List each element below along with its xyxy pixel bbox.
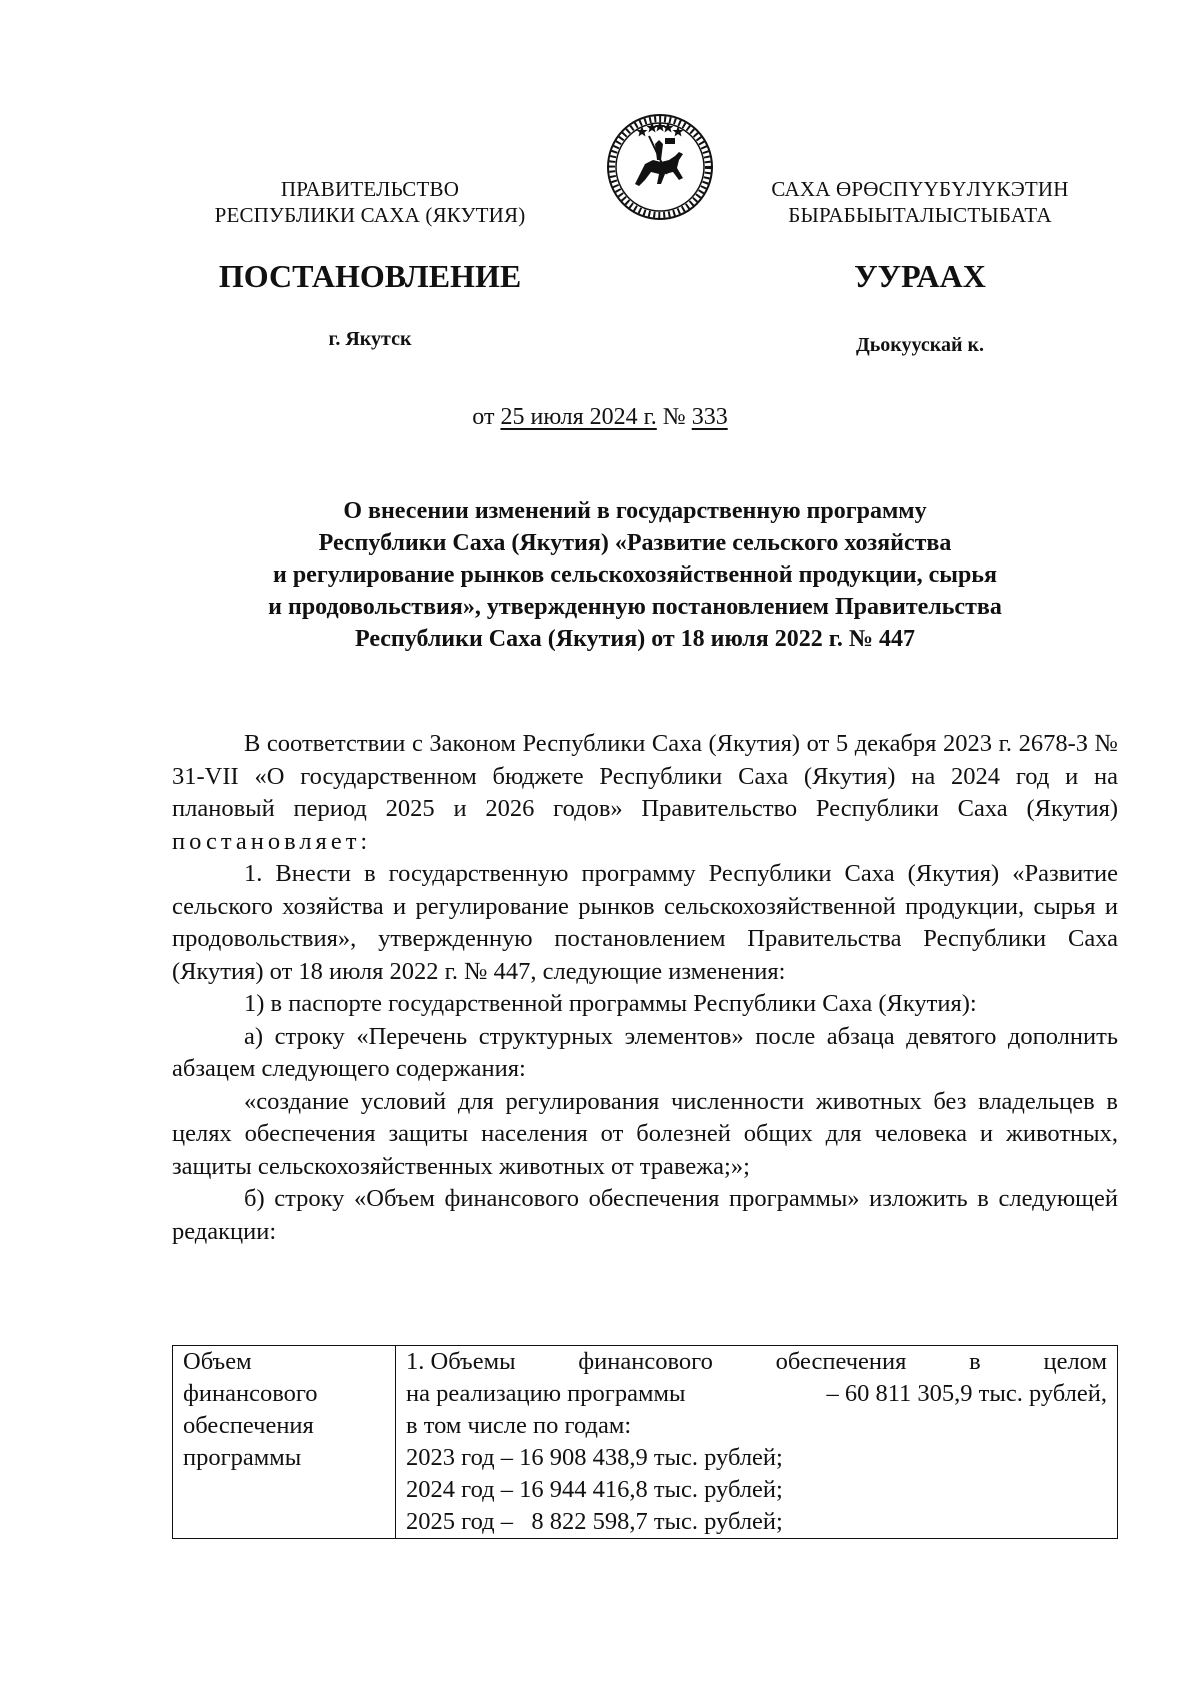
label-line: обеспечения: [183, 1412, 314, 1439]
value-word: целом: [1043, 1348, 1107, 1375]
header-left-line1: ПРАВИТЕЛЬСТВО: [280, 177, 460, 201]
number-sign: №: [662, 404, 686, 430]
document-number: 333: [691, 404, 728, 430]
value-text: на реализацию программы: [406, 1380, 686, 1407]
year-amount: 2025 год – 8 822 598,7 тыс. рублей;: [406, 1508, 783, 1535]
year-amount: 2024 год – 16 944 416,8 тыс. рублей;: [406, 1476, 783, 1503]
resolves-word: постановляет:: [172, 827, 372, 855]
body-paragraph: б) строку «Объем финансового обеспечения программы» изложить в следующей редакции:: [172, 1185, 1118, 1245]
value-word: 1. Объемы: [406, 1348, 516, 1375]
city-right: Дьокуускай к.: [855, 334, 985, 356]
total-amount: – 60 811 305,9 тыс. рублей,: [826, 1380, 1107, 1407]
document-title: [170, 495, 1100, 655]
label-line: Объем: [183, 1348, 252, 1375]
doc-type-right: УУРААХ: [854, 258, 986, 294]
value-word: финансового: [578, 1348, 713, 1375]
header-right: [730, 176, 1110, 228]
year-amount: 2023 год – 16 908 438,9 тыс. рублей;: [406, 1444, 783, 1471]
title-line: и продовольствия», утвержденную постановлением Правительства: [268, 594, 1002, 620]
document-body: [172, 728, 1118, 1248]
table-label-cell: [173, 1346, 396, 1539]
body-paragraph: 1) в паспорте государственной программы Республики Саха (Якутия):: [244, 990, 977, 1017]
date-prefix: от: [472, 404, 495, 430]
value-line: [406, 1346, 1107, 1378]
title-line: О внесении изменений в государственную программу: [343, 498, 927, 524]
table-value-cell: [396, 1346, 1118, 1539]
title-line: и регулирование рынков сельскохозяйственной продукции, сырья: [273, 562, 997, 588]
value-line: в том числе по годам:: [406, 1412, 632, 1439]
document-date: 25 июля 2024 г.: [500, 404, 657, 430]
header-left: [170, 176, 570, 228]
header-right-line1: САХА ӨРӨСПҮҮБҮЛҮКЭТИН: [771, 177, 1069, 201]
body-paragraph: а) строку «Перечень структурных элементов» после абзаца девятого дополнить абзацем следующего содержания:: [172, 1022, 1118, 1082]
header-left-line2: РЕСПУБЛИКИ САХА (ЯКУТИЯ): [214, 203, 526, 227]
body-paragraph: 1. Внести в государственную программу Республики Саха (Якутия) «Развитие сельского хозяйства и регулирование рынков сельскохозяйственной продукции, сырья и продовольствия», утвержденную постановлением Правительства Республики Саха (Якутия) от 18 июля 2022 г. № 447, следующие изменения:: [172, 860, 1118, 985]
paragraph-text: В соответствии с Законом Республики Саха (Якутия) от 5 декабря 2023 г. 2678-З № 31-VII «О государственном бюджете Республики Саха (Якутия) на 2024 год и на плановый период 2025 и 2026 годов» Правительство Республики Саха (Якутия): [172, 730, 1118, 822]
city-left: г. Якутск: [328, 328, 412, 350]
title-line: Республики Саха (Якутия) от 18 июля 2022 г. № 447: [354, 626, 916, 652]
table-row: [173, 1346, 1118, 1539]
label-line: финансового: [183, 1380, 318, 1407]
coat-of-arms-icon: [605, 112, 715, 222]
value-word: обеспечения: [775, 1348, 907, 1375]
title-line: Республики Саха (Якутия) «Развитие сельского хозяйства: [318, 530, 952, 556]
financing-table: [172, 1345, 1118, 1539]
date-line: [0, 404, 1200, 431]
label-line: программы: [183, 1444, 302, 1471]
header-right-line2: БЫРАБЫЫТАЛЫСТЫБАТА: [788, 203, 1052, 227]
value-word: в: [969, 1348, 981, 1375]
body-paragraph: [172, 728, 1118, 858]
body-paragraph: «создание условий для регулирования численности животных без владельцев в целях обеспечения защиты населения от болезней общих для человека и животных, защиты сельскохозяйственных животных от травежа;»;: [172, 1087, 1118, 1180]
value-line: [406, 1378, 1107, 1410]
doc-type-left: ПОСТАНОВЛЕНИЕ: [218, 258, 522, 294]
